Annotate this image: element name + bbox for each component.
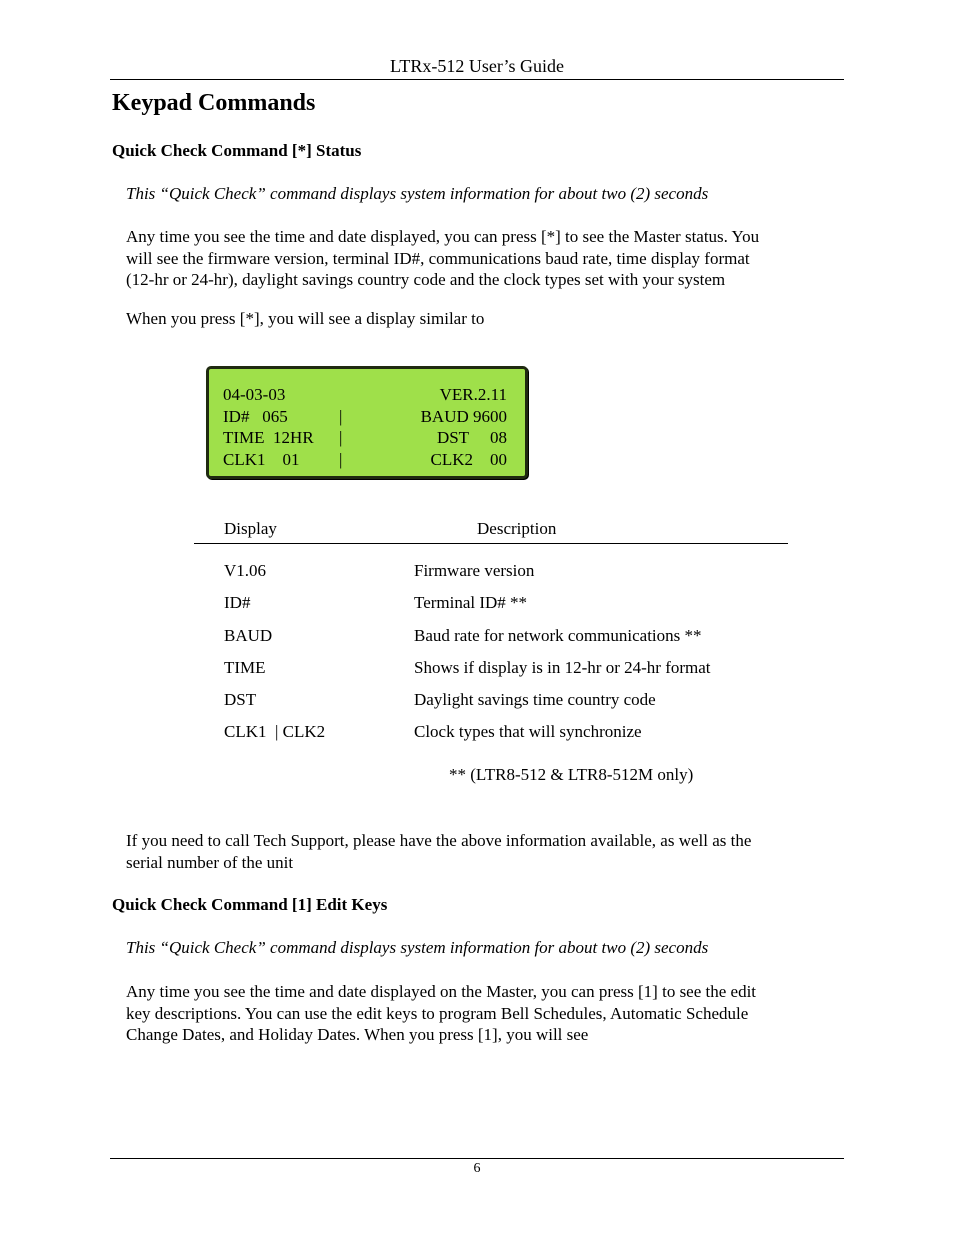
table-cell-description: Shows if display is in 12-hr or 24-hr format — [414, 658, 711, 677]
lcd-row-separator: | — [339, 428, 343, 447]
header-rule — [110, 79, 844, 80]
lcd-row-right: CLK2 00 — [430, 450, 507, 469]
lcd-row-right: BAUD 9600 — [420, 407, 507, 426]
footer-rule — [110, 1158, 844, 1159]
lcd-row-left: CLK1 01 — [223, 450, 300, 469]
edit-keys-body-line: Any time you see the time and date displayed on the Master, you can press [1] to see the edit — [126, 982, 757, 1001]
lcd-row-right: VER.2.11 — [439, 385, 507, 404]
lcd-row-left: TIME 12HR — [223, 428, 314, 447]
table-cell-description: Firmware version — [414, 561, 535, 580]
status-heading: Quick Check Command [*] Status — [112, 141, 362, 160]
status-intro: This “Quick Check” command displays system information for about two (2) seconds — [126, 184, 709, 203]
lcd-row — [223, 450, 507, 472]
support-line: serial number of the unit — [126, 852, 294, 872]
status-body-line: will see the firmware version, terminal ID#, communications baud rate, time display format — [126, 248, 750, 268]
edit-keys-body-line: key descriptions. You can use the edit keys to program Bell Schedules, Automatic Schedule — [126, 1003, 749, 1023]
lcd-row-separator: | — [339, 407, 343, 426]
edit-keys-heading: Quick Check Command [1] Edit Keys — [112, 895, 388, 914]
lcd-row-left: ID# 065 — [223, 407, 288, 426]
status-body-line: Any time you see the time and date displayed, you can press [*] to see the Master status. You — [126, 227, 760, 246]
page-number: 6 — [473, 1161, 481, 1176]
table-cell-display: DST — [224, 690, 257, 709]
table-cell-description: Terminal ID# ** — [414, 593, 528, 612]
table-cell-display: TIME — [224, 658, 266, 677]
table-footnote: ** (LTR8-512 & LTR8-512M only) — [449, 765, 694, 784]
section-title: Keypad Commands — [112, 90, 316, 116]
support-paragraph — [126, 830, 751, 873]
status-press-text: When you press [*], you will see a display similar to — [126, 309, 485, 328]
lcd-row — [223, 407, 507, 429]
table-cell-display: BAUD — [224, 626, 273, 645]
status-body — [126, 226, 759, 291]
edit-keys-intro: This “Quick Check” command displays system information for about two (2) seconds — [126, 938, 709, 957]
lcd-display — [206, 366, 528, 479]
table-cell-display: ID# — [224, 593, 251, 612]
table-cell-display: V1.06 — [224, 561, 267, 580]
lcd-row-separator: | — [339, 450, 343, 469]
support-line: If you need to call Tech Support, please have the above information available, as well as the — [126, 831, 752, 850]
table-cell-display: CLK1 | CLK2 — [224, 722, 326, 741]
table-header-rule — [194, 543, 788, 544]
table-cell-description: Clock types that will synchronize — [414, 722, 642, 741]
table-header-display: Display — [224, 519, 277, 538]
edit-keys-body — [126, 981, 756, 1046]
page-header-title: LTRx-512 User’s Guide — [390, 56, 564, 76]
lcd-row — [223, 428, 507, 450]
table-cell-description: Daylight savings time country code — [414, 690, 656, 709]
edit-keys-body-line: Change Dates, and Holiday Dates. When you press [1], you will see — [126, 1025, 589, 1044]
status-body-line: (12-hr or 24-hr), daylight savings country code and the clock types set with your system — [126, 270, 726, 289]
lcd-row-right: DST 08 — [436, 428, 507, 447]
table-header-description: Description — [477, 519, 557, 538]
lcd-row-left: 04-03-03 — [223, 385, 286, 404]
lcd-row — [223, 385, 507, 407]
table-cell-description: Baud rate for network communications ** — [414, 626, 702, 645]
